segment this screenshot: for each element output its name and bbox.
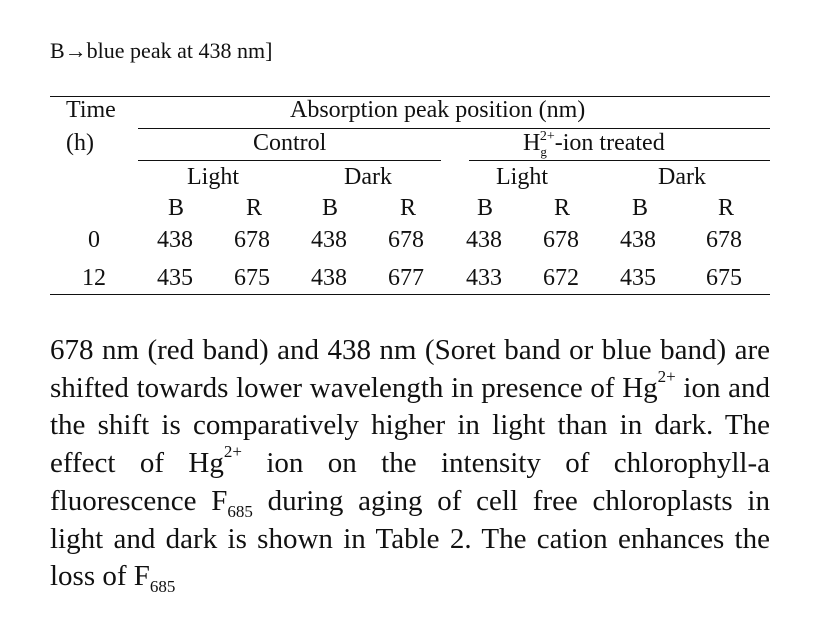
band-header: R bbox=[554, 195, 571, 221]
band-header: B bbox=[632, 195, 649, 221]
table-cell-time: 0 bbox=[88, 227, 100, 253]
table-cell: 675 bbox=[234, 265, 270, 291]
time-header: Time bbox=[66, 97, 116, 123]
body-text-segment: during aging of cell free chloroplasts in light and dark is shown in Table 2. The cation enhances the loss of F bbox=[50, 484, 770, 593]
charge-superscript: 2+ bbox=[223, 442, 242, 462]
table-cell: 675 bbox=[706, 265, 742, 291]
table-cell: 438 bbox=[466, 227, 502, 253]
condition-header: Light bbox=[496, 164, 548, 190]
control-header: Control bbox=[253, 130, 327, 156]
band-header: R bbox=[400, 195, 417, 221]
table-cell: 678 bbox=[706, 227, 742, 253]
band-header: R bbox=[246, 195, 263, 221]
header-rule-main bbox=[138, 128, 770, 129]
table-cell: 438 bbox=[311, 227, 347, 253]
wavelength-subscript: 685 bbox=[149, 577, 176, 597]
treated-header-base: H bbox=[523, 130, 541, 156]
condition-header: Dark bbox=[344, 164, 392, 190]
table-cell: 438 bbox=[311, 265, 347, 291]
table-cell: 435 bbox=[620, 265, 656, 291]
header-rule-control bbox=[138, 160, 441, 161]
body-text-segment: ion and the shift is comparatively higher in light than in dark. The effect of Hg bbox=[50, 371, 770, 480]
band-header: R bbox=[718, 195, 735, 221]
condition-header: Dark bbox=[658, 164, 706, 190]
time-unit-header: (h) bbox=[66, 130, 94, 156]
treated-header-rest: -ion treated bbox=[554, 130, 665, 156]
table-cell-time: 12 bbox=[82, 265, 106, 291]
band-header: B bbox=[322, 195, 339, 221]
blank-mark bbox=[441, 146, 469, 172]
table-cell: 438 bbox=[620, 227, 656, 253]
table-cell: 435 bbox=[157, 265, 193, 291]
table-cell: 677 bbox=[388, 265, 424, 291]
body-text-segment: 678 nm (red band) and 438 nm (Soret band or blue band) are shifted towards lower wavelength in presence of Hg bbox=[50, 334, 770, 404]
wavelength-subscript: 685 bbox=[227, 501, 253, 521]
charge-superscript: 2+ bbox=[657, 367, 676, 387]
table-cell: 433 bbox=[466, 265, 502, 291]
treated-header bbox=[523, 129, 665, 157]
table-cell: 678 bbox=[543, 227, 579, 253]
header-rule-treated bbox=[469, 160, 770, 161]
table-cell: 678 bbox=[388, 227, 424, 253]
body-text-segment: ion on the intensity of chlorophyll-a fluorescence F bbox=[50, 447, 771, 517]
band-header: B bbox=[168, 195, 185, 221]
treated-header-sub: g bbox=[540, 144, 547, 159]
body-paragraph bbox=[50, 332, 770, 596]
band-header: B bbox=[477, 195, 494, 221]
table-caption-tail: B→blue peak at 438 nm] bbox=[50, 38, 273, 63]
bottom-rule bbox=[50, 294, 770, 295]
table-cell: 678 bbox=[234, 227, 270, 253]
table-cell: 438 bbox=[157, 227, 193, 253]
condition-header: Light bbox=[187, 164, 239, 190]
absorption-header: Absorption peak position (nm) bbox=[290, 97, 586, 123]
treated-header-sup: 2+ bbox=[539, 129, 555, 144]
absorption-table bbox=[50, 96, 770, 296]
table-cell: 672 bbox=[543, 265, 579, 291]
